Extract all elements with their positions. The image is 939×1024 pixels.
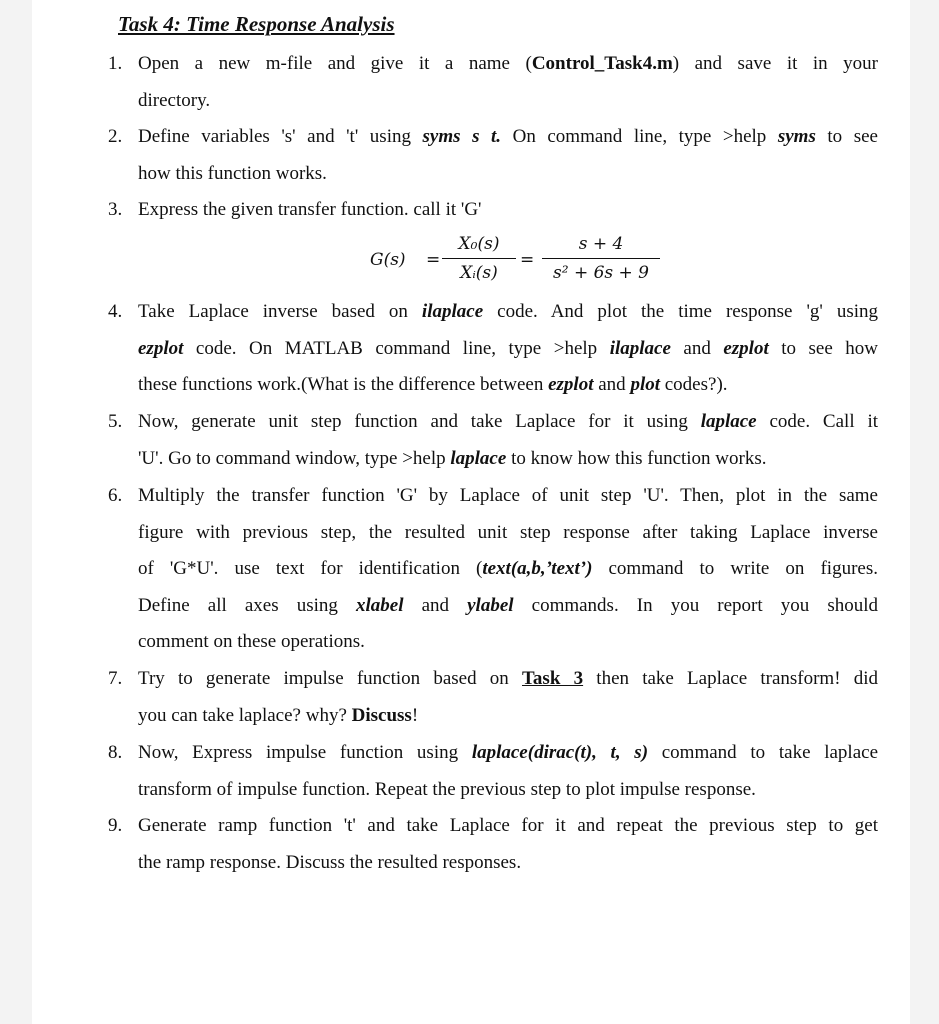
document-page	[32, 0, 910, 1024]
item-9-line-1: 9. Generate ramp function 't' and take Laplace for it and repeat the previous step to get	[108, 815, 878, 836]
list-item-7	[108, 661, 878, 734]
item-6-line-3: of 'G*U'. use text for identification (text(a,b,’text’) command to write on figures.	[138, 558, 878, 579]
fraction-1-numerator: X₀(s)	[458, 234, 500, 254]
list-item-9	[108, 808, 878, 881]
fraction-1-bar	[442, 258, 516, 259]
item-6-line-5: comment on these operations.	[138, 631, 365, 652]
list-item-6	[108, 478, 878, 661]
item-6-line-4: Define all axes using xlabel and ylabel commands. In you report you should	[138, 594, 879, 616]
item-8-line-1: 8. Now, Express impulse function using laplace(dirac(t), t, s) command to take laplace	[108, 742, 878, 763]
item-6-line-2: figure with previous step, the resulted unit step response after taking Laplace inverse	[138, 521, 878, 543]
list-item-1	[108, 46, 878, 119]
item-4-line-2: ezplot code. On MATLAB command line, type >help ilaplace and ezplot to see how	[138, 337, 879, 359]
equals-sign: =	[426, 250, 441, 270]
fraction-2-bar	[542, 258, 660, 259]
list-item-4	[108, 294, 878, 404]
item-6-line-1: 6. Multiply the transfer function 'G' by Laplace of unit step 'U'. Then, plot in the same	[108, 485, 878, 506]
page-title: Task 4: Time Response Analysis	[118, 12, 395, 36]
item-1-line-2: directory.	[138, 89, 211, 111]
list-item-8	[108, 735, 878, 808]
equation-lhs: G(s)	[370, 250, 406, 270]
fraction-2-numerator: s + 4	[578, 234, 624, 254]
item-7-line-1: 7. Try to generate impulse function based on Task 3 then take Laplace transform! did	[108, 668, 879, 689]
item-1-line-1: 1. Open a new m-file and give it a name (Control_Task4.m) and save it in your	[108, 53, 878, 74]
item-5-line-1: 5. Now, generate unit step function and take Laplace for it using laplace code. Call it	[108, 411, 879, 432]
item-7-line-2: you can take laplace? why? Discuss!	[138, 704, 419, 726]
item-8-line-2: transform of impulse function. Repeat the previous step to plot impulse response.	[138, 778, 756, 800]
list-item-3	[108, 192, 878, 229]
fraction-polynomial	[542, 232, 660, 285]
fraction-2-denominator: s² + 6s + 9	[553, 263, 649, 283]
item-5-line-2: 'U'. Go to command window, type >help laplace to know how this function works.	[138, 447, 767, 469]
item-3-line-1: 3. Express the given transfer function. call it 'G'	[108, 199, 482, 220]
transfer-function-equation	[370, 232, 670, 288]
item-2-line-1: 2. Define variables 's' and 't' using syms s t. On command line, type >help syms to see	[108, 126, 878, 147]
list-item-2	[108, 119, 878, 192]
item-4-line-3: these functions work.(What is the difference between ezplot and plot codes?).	[138, 374, 728, 395]
list-item-5	[108, 404, 878, 477]
item-4-line-1: 4. Take Laplace inverse based on ilaplace code. And plot the time response 'g' using	[108, 301, 878, 322]
task-3-link[interactable]: Task 3	[522, 668, 584, 689]
equals-sign-2: =	[520, 250, 535, 270]
item-2-line-2: how this function works.	[138, 162, 327, 184]
fraction-1-denominator: Xᵢ(s)	[460, 263, 498, 283]
item-9-line-2: the ramp response. Discuss the resulted responses.	[138, 851, 522, 873]
fraction-output-input	[442, 232, 516, 285]
